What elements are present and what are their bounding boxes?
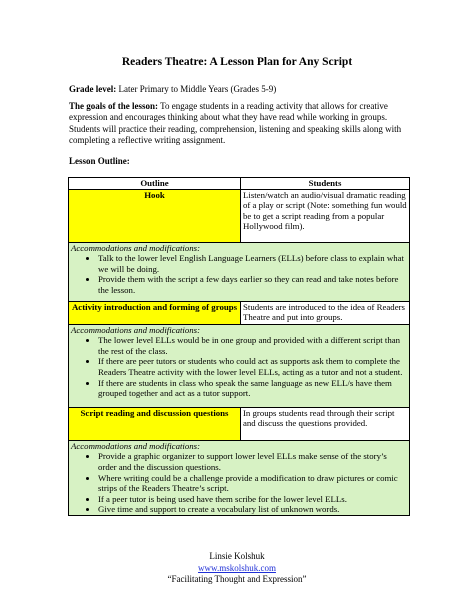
list-item: • Give time and support to create a vocabulary list of unknown words. (98, 504, 407, 515)
column-header-outline: Outline (69, 178, 241, 190)
list-item: • Talk to the lower level English Language Learners (ELLs) before class to explain what we will be doing. (98, 253, 407, 274)
accommodations-cell (69, 242, 410, 301)
list-item: • The lower level ELLs would be in one group and provided with a different script than the rest of the class. (98, 335, 407, 356)
website-link[interactable]: www.mskolshuk.com (198, 562, 276, 573)
table-header-row (69, 178, 410, 190)
lesson-goals-label: The goals of the lesson: (69, 101, 159, 111)
accommodations-list (71, 335, 407, 399)
outline-cell-script-reading: Script reading and discussion questions (69, 407, 241, 440)
students-cell-script-reading: In groups students read through their script and discuss the questions provided. (241, 407, 410, 440)
table-row (69, 189, 410, 242)
list-item: • Where writing could be a challenge provide a modification to draw pictures or comic strips of the Readers Theatre’s script. (98, 473, 407, 494)
lesson-outline-label: Lesson Outline: (69, 156, 130, 166)
list-item: • If there are students in class who speak the same language as new ELL/s have them grouped together and act as a tutor support. (98, 378, 407, 399)
accommodations-row (69, 242, 410, 301)
accommodations-row (69, 324, 410, 407)
grade-level (69, 84, 414, 95)
footer (0, 551, 474, 586)
students-cell-hook: Listen/watch an audio/visual dramatic reading of a play or script (Note: something fun would be to get a script reading from a popular Hollywood film). (241, 189, 410, 242)
students-cell-activity-introduction: Students are introduced to the idea of Readers Theatre and put into groups. (241, 301, 410, 324)
table-row (69, 407, 410, 440)
lesson-outline-table (68, 177, 410, 516)
list-item: • If there are peer tutors or students who could act as supports ask them to complete the Readers Theatre activity with the lower level ELLs, acting as a tutor and not a student. (98, 356, 407, 377)
outline-cell-hook: Hook (69, 189, 241, 242)
footer-author: Linsie Kolshuk (209, 551, 265, 561)
accommodations-cell (69, 440, 410, 515)
lesson-goals-text: To engage students in a reading activity that allows for creative expression and encourages thinking about what they have read while working in groups. Students will practice their reading, comprehension, listening and speaking skills along with completing a reflective writing assignment. (69, 101, 402, 145)
accommodations-list (71, 451, 407, 515)
outline-cell-activity-introduction: Activity introduction and forming of groups (69, 301, 241, 324)
accommodations-list (71, 253, 407, 295)
grade-level-value: Later Primary to Middle Years (Grades 5-9) (116, 84, 277, 94)
footer-tagline: “Facilitating Thought and Expression” (167, 574, 307, 584)
list-item: • Provide them with the script a few days earlier so they can read and take notes before the lesson. (98, 274, 407, 295)
list-item: • If a peer tutor is being used have them scribe for the lower level ELLs. (98, 494, 407, 505)
accommodations-title: Accommodations and modifications: (71, 242, 201, 253)
table-row (69, 301, 410, 324)
column-header-students: Students (241, 178, 410, 190)
accommodations-row (69, 440, 410, 515)
list-item: • Provide a graphic organizer to support lower level ELLs make sense of the story’s order and the discussion questions. (98, 451, 407, 472)
lesson-goals (69, 101, 414, 146)
document-title: Readers Theatre: A Lesson Plan for Any Script (121, 56, 353, 68)
grade-level-label: Grade level: (69, 84, 117, 94)
accommodations-title: Accommodations and modifications: (71, 440, 201, 451)
accommodations-cell (69, 324, 410, 407)
accommodations-title: Accommodations and modifications: (71, 324, 201, 335)
